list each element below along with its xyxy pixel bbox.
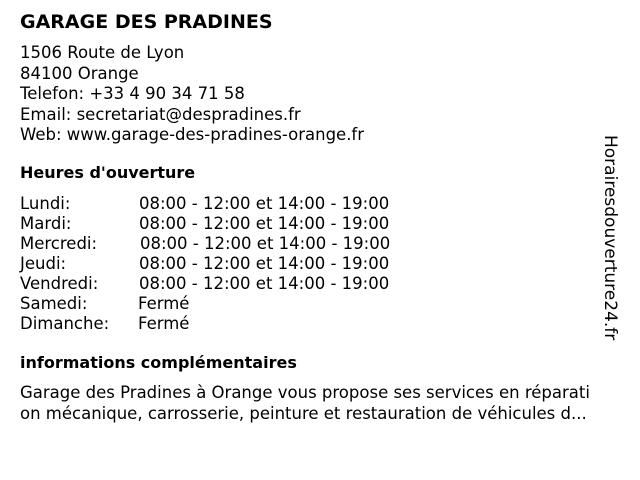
time-range: 08:00 - 12:00 et 14:00 - 19:00 xyxy=(140,234,391,253)
time-range: Fermé xyxy=(138,314,190,333)
business-description xyxy=(20,383,620,424)
day-label: Lundi: xyxy=(20,194,71,213)
day-label: Dimanche: xyxy=(20,314,110,333)
additional-info-heading: informations complémentaires xyxy=(20,353,297,372)
day-label: Mercredi: xyxy=(20,234,98,253)
contact-details xyxy=(20,43,364,146)
time-range: 08:00 - 12:00 et 14:00 - 19:00 xyxy=(139,214,390,233)
time-range: Fermé xyxy=(138,294,190,313)
day-label: Vendredi: xyxy=(20,274,99,293)
day-label: Mardi: xyxy=(20,214,72,233)
opening-hours-heading: Heures d'ouverture xyxy=(20,163,196,182)
day-label: Samedi: xyxy=(20,294,88,313)
phone-number: Telefon: +33 4 90 34 71 58 xyxy=(20,84,245,103)
address-city: 84100 Orange xyxy=(20,63,139,83)
business-name: GARAGE DES PRADINES xyxy=(20,11,273,33)
site-watermark-text: Horairesdouverture24.fr xyxy=(600,135,620,341)
address-street: 1506 Route de Lyon xyxy=(20,43,185,62)
description-line: on mécanique, carrosserie, peinture et restauration de véhicules d... xyxy=(20,403,587,423)
site-watermark xyxy=(599,135,640,345)
description-line: Garage des Pradines à Orange vous propose ses services en réparati xyxy=(20,383,590,402)
time-range: 08:00 - 12:00 et 14:00 - 19:00 xyxy=(139,254,390,273)
email-address: Email: secretariat@despradines.fr xyxy=(20,104,301,124)
website-url: Web: www.garage-des-pradines-orange.fr xyxy=(20,125,365,144)
day-label: Jeudi: xyxy=(20,254,67,273)
time-range: 08:00 - 12:00 et 14:00 - 19:00 xyxy=(139,194,390,213)
time-range: 08:00 - 12:00 et 14:00 - 19:00 xyxy=(139,274,390,293)
